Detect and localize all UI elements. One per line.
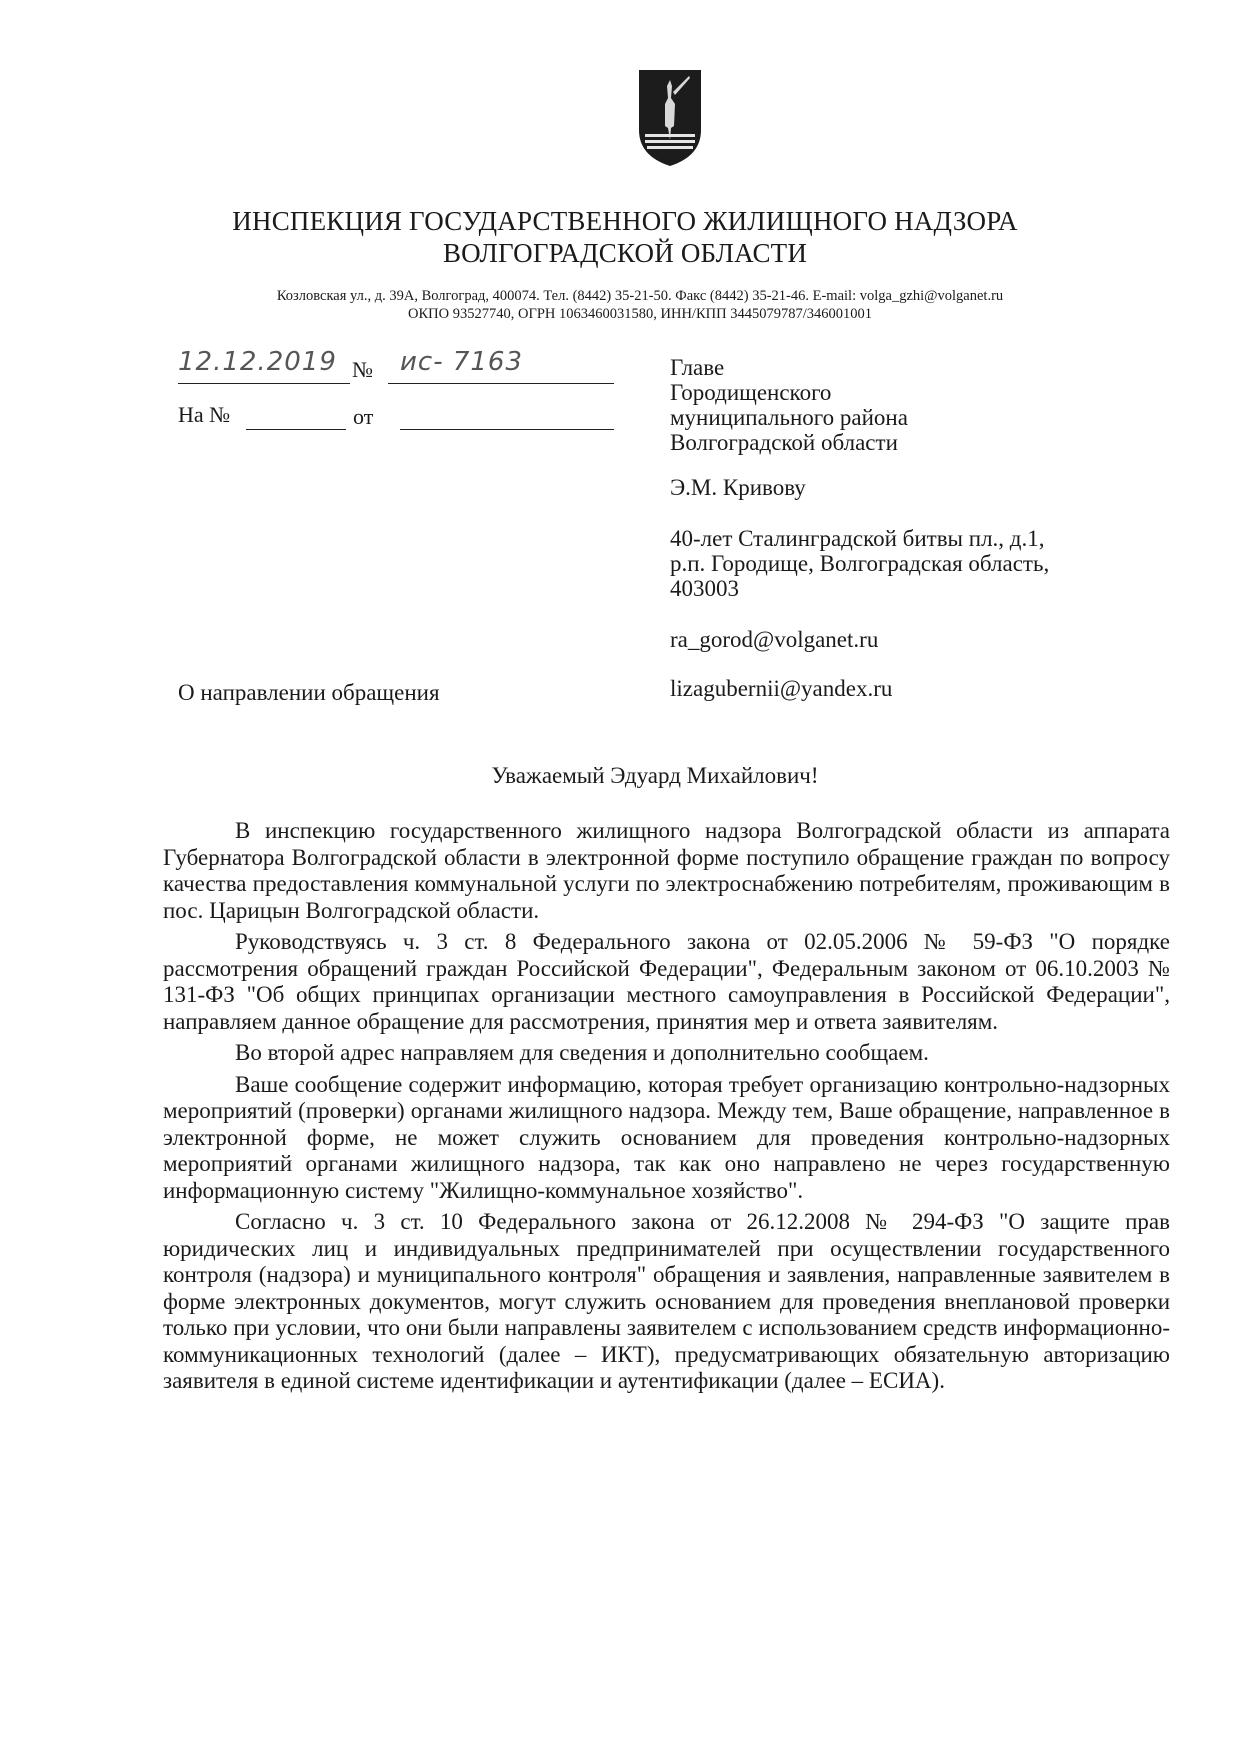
letter-subject: О направлении обращения <box>178 680 440 705</box>
outgoing-date: 12.12.2019 <box>178 347 337 377</box>
reference-number-label: На № <box>178 402 231 427</box>
organization-contacts <box>150 287 1130 323</box>
reference-date-underline <box>400 429 614 430</box>
body-paragraph: В инспекцию государственного жилищного надзора Волгоградской области из аппарата Губернатора Волгоградской области в электронной форме поступило обращение граждан по вопросу качества предоставления коммунальной услуги по электроснабжению потребителям, проживающим в пос. Царицын Волгоградской области. <box>163 818 1170 923</box>
contacts-line2: ОКПО 93527740, ОГРН 1063460031580, ИНН/КПП 3445079787/346001001 <box>408 306 872 322</box>
letter-body <box>163 818 1170 1400</box>
registration-block <box>178 347 618 442</box>
date-underline <box>178 383 350 384</box>
number-sign: № <box>352 357 373 382</box>
addressee-line: муниципального района <box>670 405 908 430</box>
organization-title-line2: ВОЛГОГРАДСКОЙ ОБЛАСТИ <box>442 238 808 268</box>
body-paragraph: Ваше сообщение содержит информацию, которая требует организацию контрольно-надзорных мероприятий (проверки) органами жилищного надзора. Между тем, Ваше обращение, направленное в электронной форме, не может служить основанием для проведения контрольно-надзорных мероприятий органами жилищного надзора, так как оно направлено не через государственную информационную систему "Жилищно-коммунальное хозяйство". <box>163 1071 1170 1203</box>
addressee-email-1: ra_gorod@volganet.ru <box>670 627 879 652</box>
organization-title <box>150 205 1100 269</box>
address-line: 403003 <box>670 576 739 601</box>
contacts-line1: Козловская ул., д. 39А, Волгоград, 400074. Тел. (8442) 35-21-50. Факс (8442) 35-21-46. E-mail: volga_gzhi@volganet.ru <box>276 288 1004 304</box>
organization-title-line1: ИНСПЕКЦИЯ ГОСУДАРСТВЕННОГО ЖИЛИЩНОГО НАДЗОРА <box>232 206 1018 236</box>
addressee-line: Волгоградской области <box>670 430 898 455</box>
addressee-address <box>670 526 1150 601</box>
body-paragraph: Согласно ч. 3 ст. 10 Федерального закона от 26.12.2008 № 294-ФЗ "О защите прав юридических лиц и индивидуальных предпринимателей при осуществлении государственного контроля (надзора) и муниципального контроля" обращения и заявления, направленные заявителем в форме электронных документов, могут служить основанием для проведения внеплановой проверки только при условии, что они были направлены заявителем с использованием средств информационно-коммуникационных технологий (далее – ИКТ), предусматривающих обязательную авторизацию заявителя в единой системе идентификации и аутентификации (далее – ЕСИА). <box>163 1209 1170 1393</box>
address-line: 40-лет Сталинградской битвы пл., д.1, <box>670 526 1045 551</box>
volgograd-emblem-icon <box>637 68 703 168</box>
addressee-email-2: lizagubernii@yandex.ru <box>670 676 893 701</box>
reference-number-underline <box>246 429 346 430</box>
addressee-line: Городищенского <box>670 380 832 405</box>
salutation: Уважаемый Эдуард Михайлович! <box>491 763 819 788</box>
outgoing-number: ис- 7163 <box>400 347 524 377</box>
addressee-block <box>670 355 1150 701</box>
address-line: р.п. Городище, Волгоградская область, <box>670 551 1050 576</box>
number-underline <box>388 383 614 384</box>
body-paragraph: Во второй адрес направляем для сведения и дополнительно сообщаем. <box>235 1040 929 1065</box>
addressee-name: Э.М. Кривову <box>670 475 806 500</box>
body-paragraph: Руководствуясь ч. 3 ст. 8 Федерального закона от 02.05.2006 № 59-ФЗ "О порядке рассмотрения обращений граждан Российской Федерации", Федеральным законом от 06.10.2003 № 131-ФЗ "Об общих принципах организации местного самоуправления в Российской Федерации", направляем данное обращение для рассмотрения, принятия мер и ответа заявителям. <box>163 929 1170 1034</box>
reference-from-label: от <box>353 404 374 429</box>
addressee-position <box>670 355 1150 455</box>
addressee-line: Главе <box>670 355 725 380</box>
